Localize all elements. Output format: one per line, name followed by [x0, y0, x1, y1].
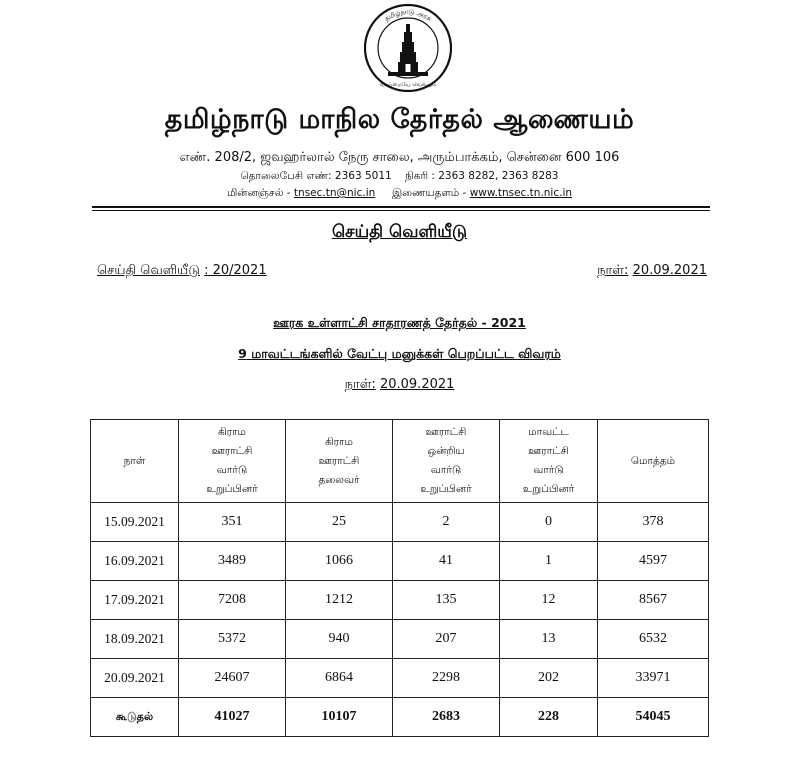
subject-date-value: 20.09.2021	[379, 377, 455, 392]
cell-value: 10107	[286, 698, 393, 737]
header-union-ward-member	[393, 420, 500, 503]
cell-value: 1	[500, 542, 598, 581]
header-line: வார்டு	[533, 464, 564, 476]
header-line: மொத்தம்	[630, 454, 676, 467]
cell-value: 3489	[179, 542, 286, 581]
release-date-label: நாள்:	[597, 263, 629, 278]
release-number	[97, 263, 267, 279]
cell-value: 6864	[286, 659, 393, 698]
table-header-row	[91, 420, 709, 503]
header-village-president	[286, 420, 393, 503]
contact-line	[0, 170, 799, 183]
cell-value: 228	[500, 698, 598, 737]
table-row	[91, 620, 709, 659]
header-line: உறுப்பினர்	[206, 483, 258, 495]
tamil-nadu-emblem-icon	[358, 2, 458, 94]
header-line: தலைவர்	[318, 473, 360, 486]
phone-label: தொலைபேசி எண்:	[240, 170, 332, 182]
table-row	[91, 542, 709, 581]
email-label: மின்னஞ்சல் -	[226, 187, 291, 199]
press-release-heading	[0, 222, 799, 244]
online-line	[0, 187, 799, 200]
header-divider	[92, 206, 710, 208]
cell-value: 41027	[179, 698, 286, 737]
cell-value: 940	[286, 620, 393, 659]
header-line: கிராம	[325, 435, 353, 448]
cell-value: 25	[286, 503, 393, 542]
release-number-label: செய்தி வெளியீடு	[97, 263, 200, 278]
header-date	[91, 420, 179, 503]
cell-date: 18.09.2021	[91, 620, 179, 659]
subject-date	[0, 377, 799, 393]
header-line: மாவட்ட	[528, 426, 569, 438]
cell-date: 17.09.2021	[91, 581, 179, 620]
cell-value: 41	[393, 542, 500, 581]
nominations-table	[90, 419, 709, 737]
svg-text:வாய்மையே வெல்லும்: வாய்மையே வெல்லும்	[379, 82, 437, 88]
email-link[interactable]: tnsec.tn@nic.in	[293, 187, 376, 199]
cell-value: 2	[393, 503, 500, 542]
header-divider-thin	[92, 210, 710, 211]
fax-label: நிகரி :	[405, 170, 435, 182]
web-label: இணையதளம் -	[391, 187, 467, 199]
cell-total-label: கூடுதல்	[91, 698, 179, 737]
subject-line-1	[0, 315, 799, 332]
subject-line-1-text: ஊரக உள்ளாட்சி சாதாரணத் தேர்தல் - 2021	[273, 315, 526, 330]
header-village-ward-member	[179, 420, 286, 503]
fax-number: 2363 8282, 2363 8283	[438, 170, 559, 182]
header-district-ward-member	[500, 420, 598, 503]
svg-text:தமிழ்நாடு அரசு: தமிழ்நாடு அரசு	[383, 7, 433, 23]
table-row	[91, 503, 709, 542]
release-number-value: : 20/2021	[204, 263, 267, 278]
cell-date: 20.09.2021	[91, 659, 179, 698]
cell-grand-total: 54045	[598, 698, 709, 737]
cell-value: 351	[179, 503, 286, 542]
cell-total: 8567	[598, 581, 709, 620]
cell-value: 12	[500, 581, 598, 620]
cell-value: 135	[393, 581, 500, 620]
cell-value: 24607	[179, 659, 286, 698]
table-row	[91, 659, 709, 698]
cell-total: 6532	[598, 620, 709, 659]
header-line: ஊராட்சி	[425, 426, 467, 438]
cell-value: 202	[500, 659, 598, 698]
cell-date: 16.09.2021	[91, 542, 179, 581]
press-release-heading-text: செய்தி வெளியீடு	[331, 222, 468, 242]
phone-number: 2363 5011	[334, 170, 392, 182]
cell-value: 1066	[286, 542, 393, 581]
header-line: ஊராட்சி	[318, 454, 360, 467]
cell-total: 4597	[598, 542, 709, 581]
subject-line-2	[0, 346, 799, 363]
release-date-value: 20.09.2021	[632, 263, 707, 278]
subject-line-2-text: 9 மாவட்டங்களில் வேட்பு மனுக்கள் பெறப்பட்ட விவரம்	[238, 346, 561, 361]
header-line: கிராம	[218, 426, 246, 438]
cell-value: 1212	[286, 581, 393, 620]
website-link[interactable]: www.tnsec.tn.nic.in	[469, 187, 573, 199]
subject-date-label: நாள்:	[344, 377, 376, 392]
header-line: வார்டு	[430, 464, 462, 476]
cell-value: 5372	[179, 620, 286, 659]
cell-value: 7208	[179, 581, 286, 620]
cell-date: 15.09.2021	[91, 503, 179, 542]
header-line: உறுப்பினர்	[522, 483, 575, 495]
table-total-row	[91, 698, 709, 737]
header-line: உறுப்பினர்	[420, 483, 472, 495]
header-total	[598, 420, 709, 503]
header-line: ஊராட்சி	[211, 445, 253, 457]
cell-value: 207	[393, 620, 500, 659]
release-date	[597, 263, 707, 279]
header-line: ஒன்றிய	[427, 445, 465, 457]
header-line: ஊராட்சி	[528, 445, 569, 457]
header-line: நாள்	[123, 454, 146, 467]
table-row	[91, 581, 709, 620]
office-address: எண். 208/2, ஜவஹர்லால் நேரு சாலை, அரும்பாக்கம், சென்னை 600 106	[179, 150, 620, 165]
commission-title: தமிழ்நாடு மாநில தேர்தல் ஆணையம்	[164, 104, 635, 135]
cell-value: 13	[500, 620, 598, 659]
cell-total: 33971	[598, 659, 709, 698]
cell-value: 2298	[393, 659, 500, 698]
header-line: வார்டு	[216, 464, 248, 476]
cell-value: 0	[500, 503, 598, 542]
cell-total: 378	[598, 503, 709, 542]
cell-value: 2683	[393, 698, 500, 737]
